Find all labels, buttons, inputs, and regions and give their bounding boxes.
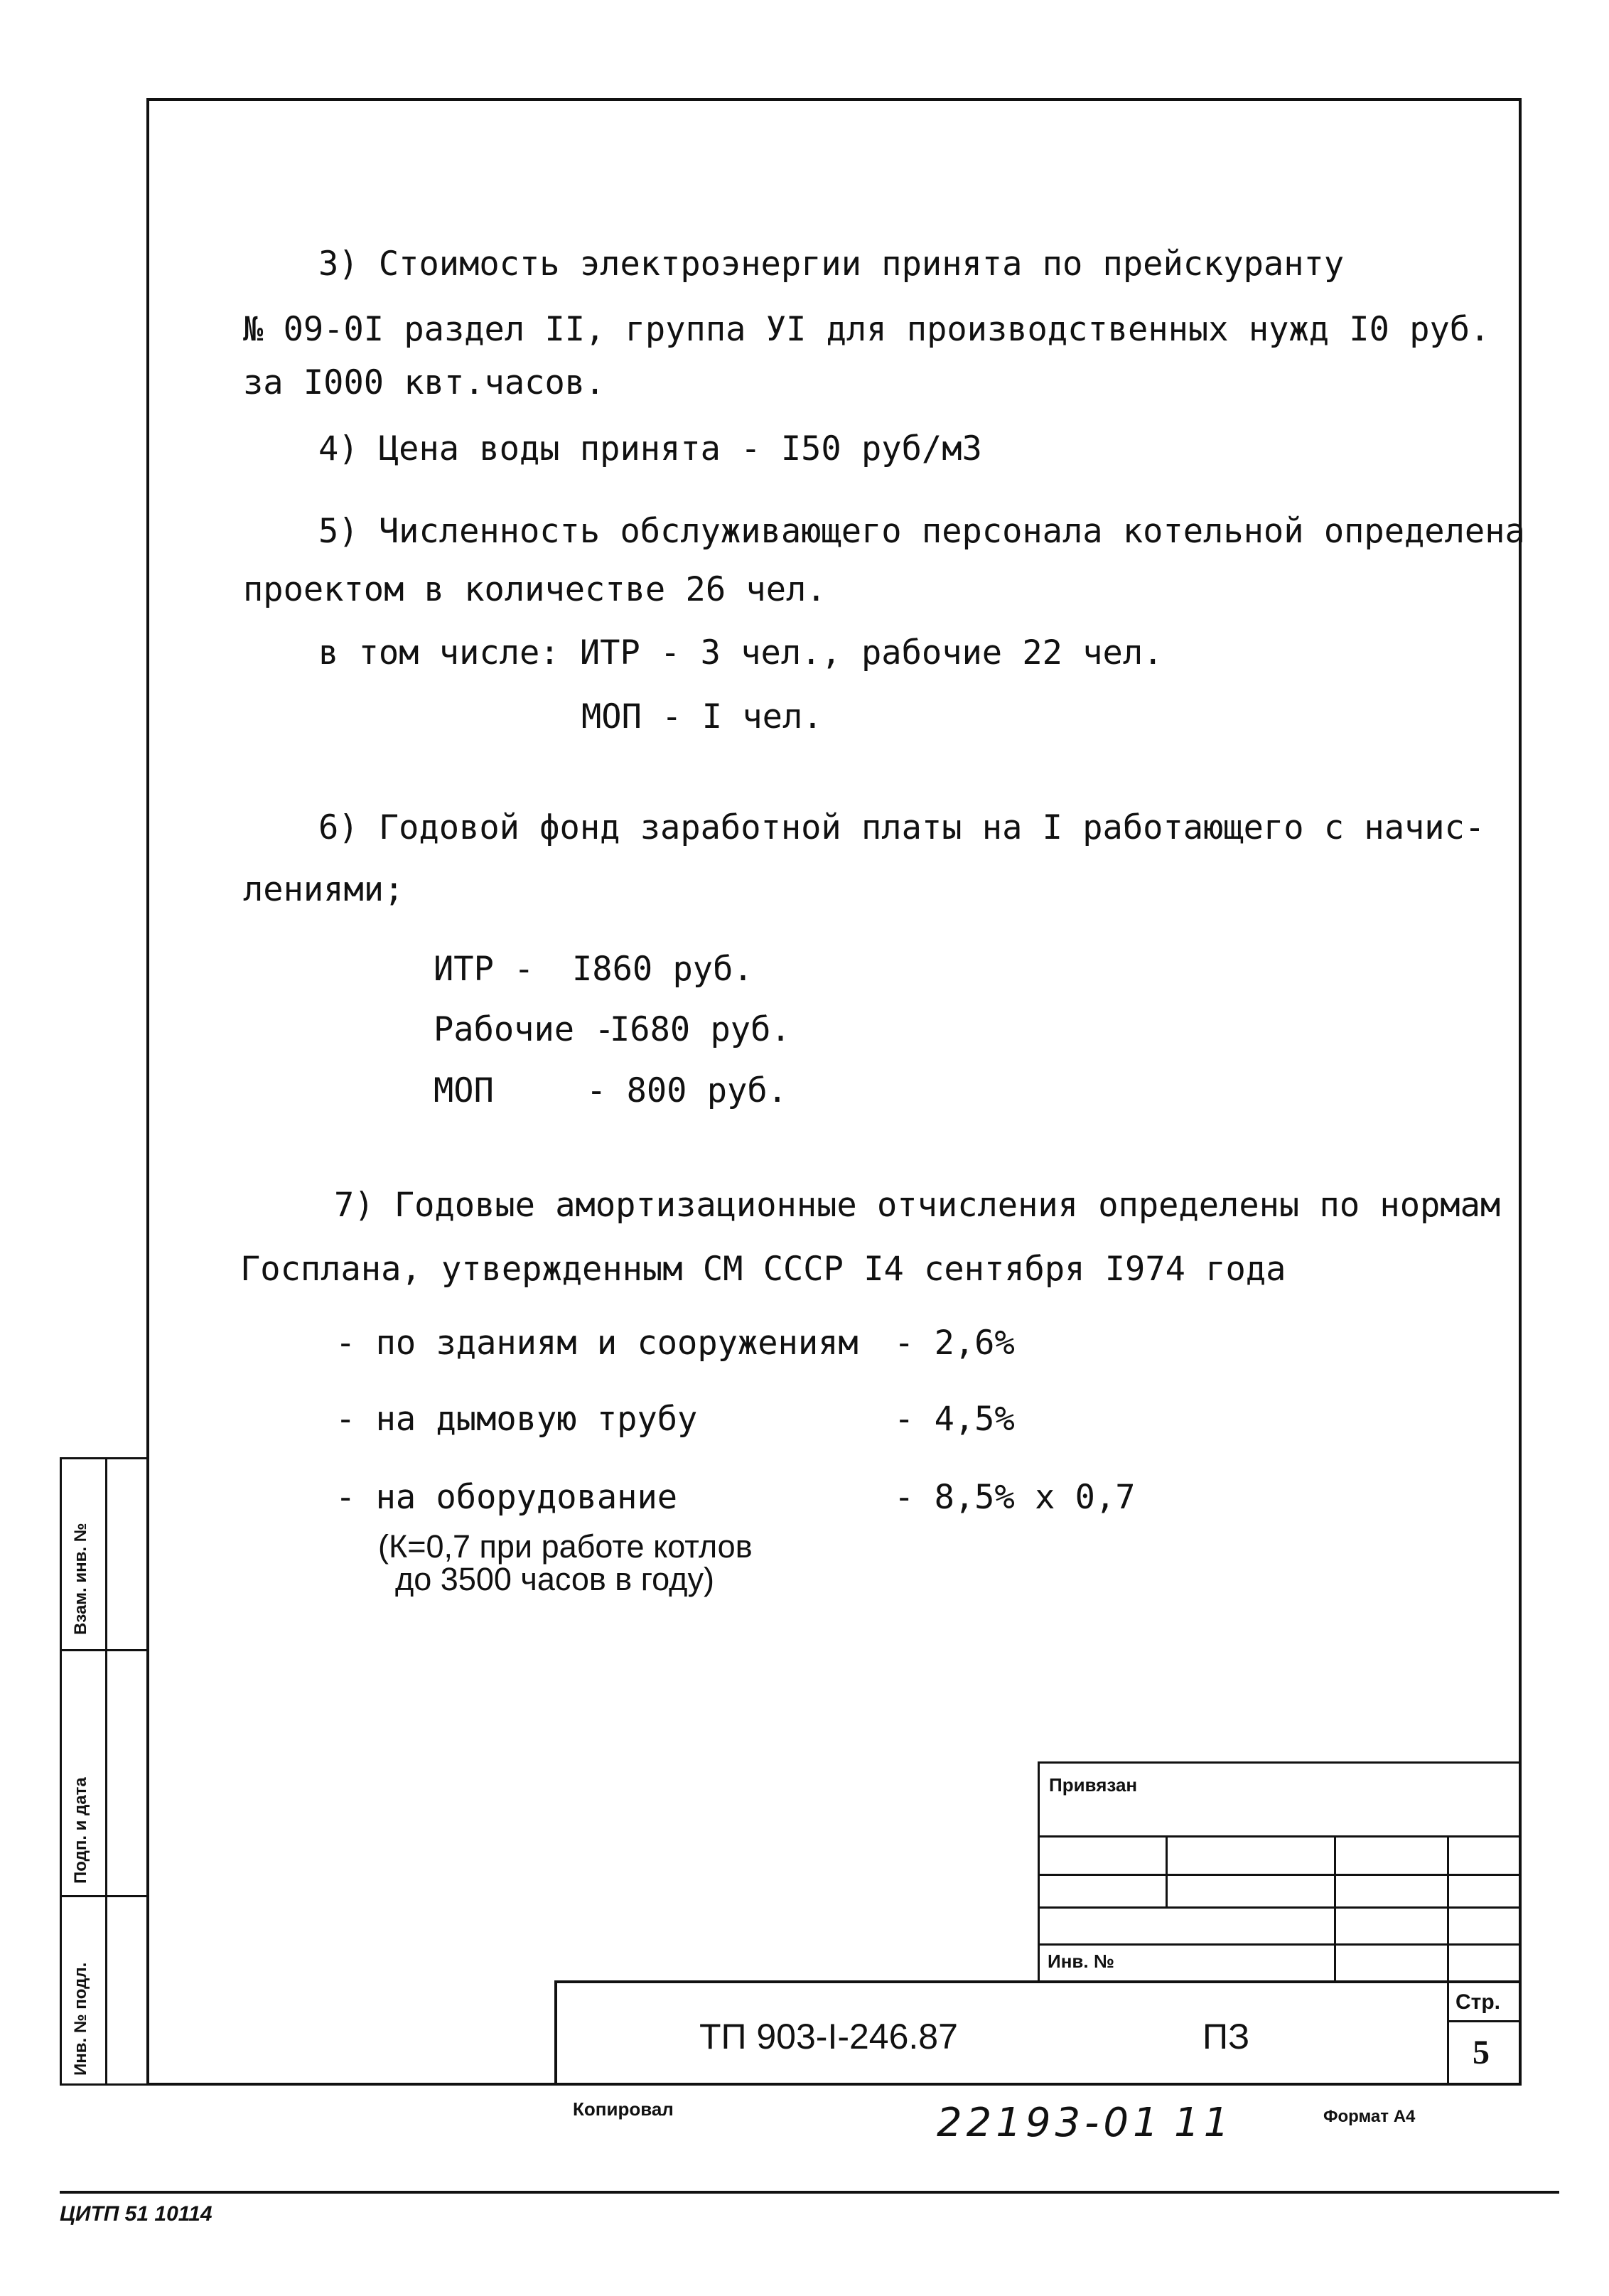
- footer-handwritten-number: 22193-01: [937, 2100, 1163, 2146]
- salary-label-workers: Рабочие -: [434, 1010, 615, 1049]
- item3-line2: № 09-0I раздел II, группа УI для производственных нужд I0 руб.: [243, 310, 1490, 349]
- item6-line2: лениями;: [243, 870, 404, 909]
- side-stamp-podp: Подп. и дата: [71, 1777, 90, 1884]
- footer-handwritten-sheet: 11: [1174, 2100, 1234, 2146]
- footer-publisher: ЦИТП 51 10114: [60, 2202, 212, 2226]
- tb-privyazan-label: Привязан: [1049, 1774, 1138, 1796]
- tb-grid-col-1: [1166, 1835, 1168, 1906]
- tb-page-label-divider: [1447, 2020, 1522, 2022]
- item3-line1: 3) Стоимость электроэнергии принята по прейскуранту: [318, 245, 1345, 284]
- tb-grid-col-3: [1447, 1835, 1449, 2086]
- tb-inv-label: Инв. №: [1048, 1951, 1114, 1972]
- item7-line1: 7) Годовые амортизационные отчисления определены по нормам: [334, 1186, 1501, 1225]
- tb-grid-col-2: [1334, 1835, 1336, 1980]
- amort-value-chimney: - 4,5%: [894, 1400, 1015, 1439]
- tb-lower-left-edge: [554, 1980, 557, 2086]
- side-stamp-vzam: Взам. инв. №: [71, 1523, 90, 1635]
- item3-line3: за I000 квт.часов.: [243, 363, 606, 402]
- tb-upper-top: [1038, 1761, 1522, 1764]
- salary-value-itr: I860 руб.: [572, 950, 753, 989]
- tb-doc-code: ТП 903-I-246.87: [699, 2017, 958, 2056]
- item4-text: 4) Цена воды принята - I50 руб/м3: [318, 429, 982, 468]
- footer-copied: Копировал: [573, 2098, 674, 2120]
- side-stamp-divider-2: [60, 1895, 149, 1897]
- amort-value-buildings: - 2,6%: [894, 1324, 1015, 1363]
- tb-page-label: Стр.: [1455, 1990, 1501, 2014]
- side-stamp-inv: Инв. № подл.: [71, 1962, 90, 2076]
- tb-section: ПЗ: [1202, 2017, 1250, 2056]
- footer-rule: [60, 2191, 1559, 2194]
- amort-note-line2: до 3500 часов в году): [395, 1561, 714, 1597]
- amort-label-equipment: - на оборудование: [335, 1478, 678, 1517]
- footer-format: Формат А4: [1323, 2107, 1416, 2126]
- salary-value-workers: I680 руб.: [610, 1010, 791, 1049]
- tb-upper-left-edge: [1038, 1761, 1040, 1980]
- tb-lower-top: [554, 1980, 1522, 1983]
- salary-label-mop: МОП: [434, 1071, 494, 1110]
- side-stamp-divider-1: [60, 1649, 149, 1651]
- salary-label-itr: ИТР -: [434, 950, 534, 989]
- item5-line1: 5) Численность обслуживающего персонала котельной определена: [318, 512, 1525, 551]
- item6-line1: 6) Годовой фонд заработной платы на I работающего с начис-: [318, 808, 1485, 847]
- amort-label-buildings: - по зданиям и сооружениям: [335, 1324, 859, 1363]
- amort-value-equipment: - 8,5% х 0,7: [894, 1478, 1136, 1517]
- item5-line3: в том числе: ИТР - 3 чел., рабочие 22 чел.: [318, 633, 1163, 672]
- item7-line2: Госплана, утвержденным СМ СССР I4 сентября I974 года: [240, 1250, 1286, 1289]
- item5-line4: МОП - I чел.: [581, 697, 823, 736]
- tb-page-number: 5: [1473, 2034, 1490, 2071]
- amort-label-chimney: - на дымовую трубу: [335, 1400, 698, 1439]
- item5-line2: проектом в количестве 26 чел.: [243, 570, 827, 609]
- side-stamp-divider-v: [105, 1457, 107, 2086]
- amort-note-line1: (К=0,7 при работе котлов: [378, 1528, 753, 1565]
- salary-value-mop: - 800 руб.: [586, 1071, 787, 1110]
